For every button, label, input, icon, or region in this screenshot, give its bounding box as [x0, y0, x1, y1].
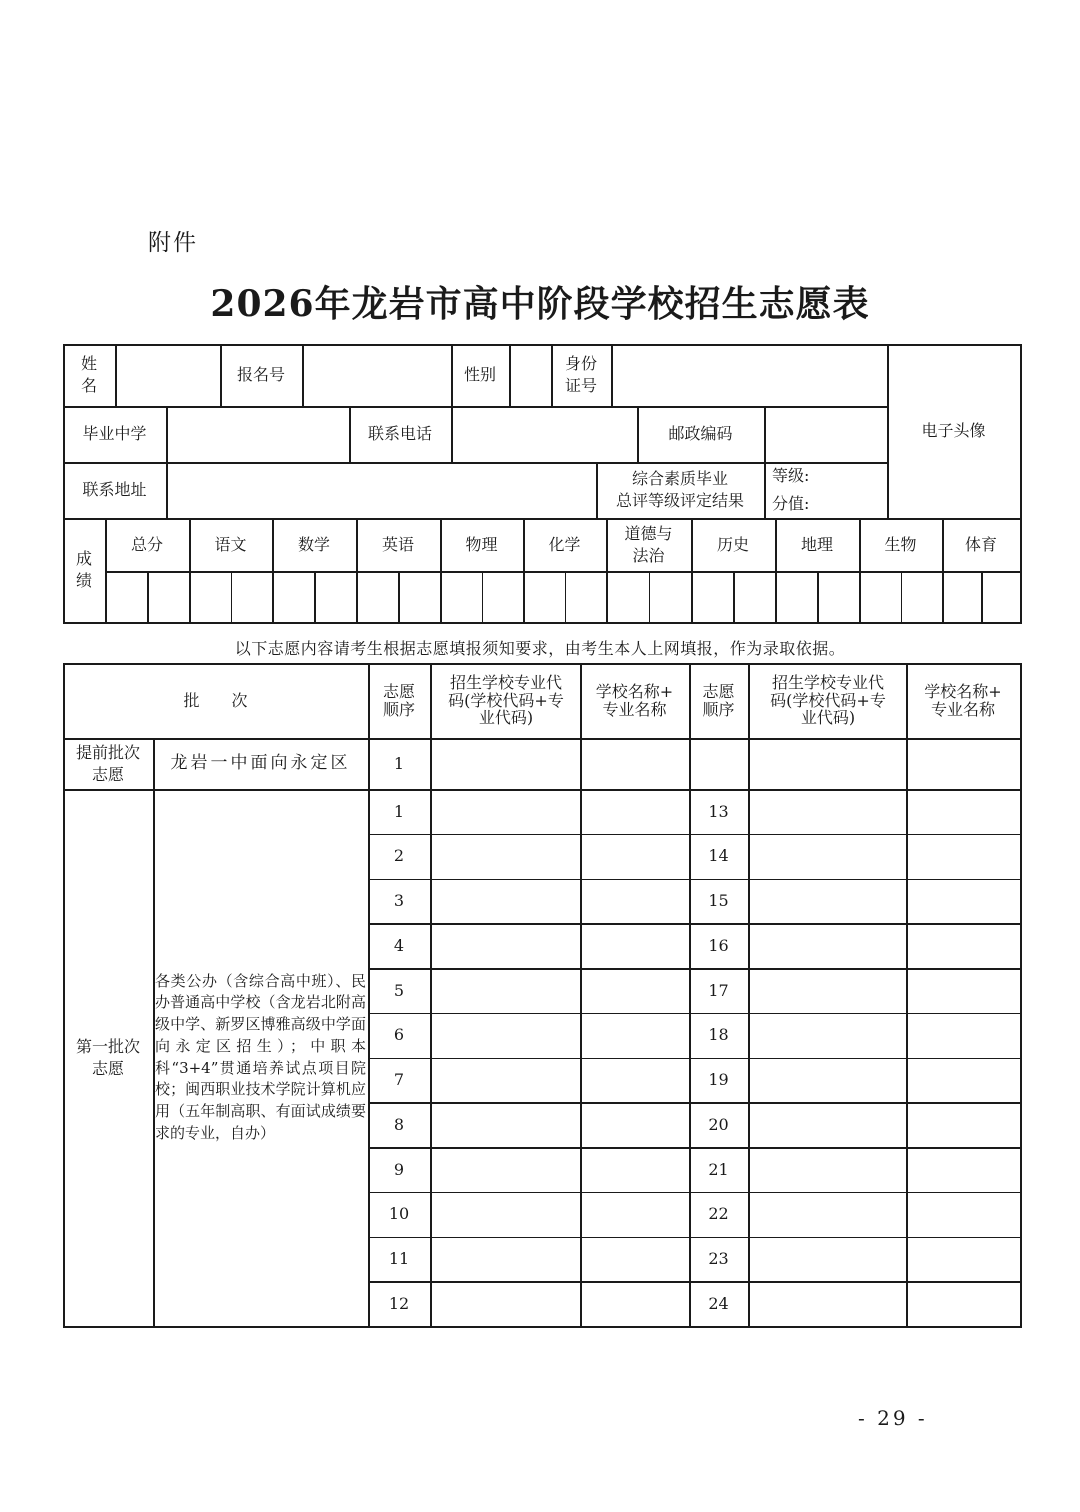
subject-label: 体育: [964, 534, 997, 554]
wish-input-cell[interactable]: [691, 740, 747, 788]
table-rule: [764, 462, 766, 520]
name-header: 学校名称+ 专业名称: [924, 681, 1002, 719]
wish-input-cell[interactable]: [750, 740, 905, 788]
wish-input-cell[interactable]: [750, 1239, 905, 1281]
score-digit-cell[interactable]: [274, 573, 313, 621]
wish-input-cell[interactable]: [432, 836, 579, 878]
score-digit-cell[interactable]: [358, 573, 397, 621]
wish-order-number: 24: [708, 1293, 729, 1313]
batch-header: 批 次: [183, 690, 248, 710]
wish-input-cell[interactable]: [750, 881, 905, 923]
wish-order-number: 2: [393, 846, 405, 866]
score-digit-cell[interactable]: [233, 573, 272, 621]
address-field[interactable]: [168, 464, 595, 517]
order-header: 志愿 顺序: [702, 681, 735, 719]
wish-input-cell[interactable]: [908, 1283, 1019, 1325]
wish-input-cell[interactable]: [908, 740, 1019, 788]
wish-input-cell[interactable]: [432, 740, 579, 788]
quality-label: 综合素质毕业 总评等级评定结果: [615, 469, 744, 510]
wish-input-cell[interactable]: [908, 970, 1019, 1012]
subject-label: 语文: [214, 534, 247, 554]
subject-label: 总分: [130, 534, 163, 554]
score-digit-cell[interactable]: [735, 573, 774, 621]
score-digit-cell[interactable]: [777, 573, 816, 621]
wish-input-cell[interactable]: [432, 1015, 579, 1057]
wish-order-number: 21: [708, 1159, 729, 1179]
postcode-label: 邮政编码: [668, 424, 733, 444]
score-row-label: 成 绩: [75, 549, 92, 590]
wish-order-number: 3: [393, 891, 405, 911]
wish-input-cell[interactable]: [432, 1239, 579, 1281]
score-value-label: 分值:: [772, 494, 810, 514]
table-rule: [1020, 344, 1022, 624]
code-header: 招生学校专业代 码(学校代码+专 业代码): [770, 673, 886, 728]
wish-order-number: 19: [708, 1070, 729, 1090]
score-digit-cell[interactable]: [316, 573, 355, 621]
subject-label: 物理: [465, 534, 498, 554]
subject-label: 化学: [548, 534, 581, 554]
subject-label: 历史: [716, 534, 749, 554]
wish-input-cell[interactable]: [750, 1015, 905, 1057]
name-field[interactable]: [117, 346, 219, 405]
wish-input-cell[interactable]: [908, 881, 1019, 923]
wish-input-cell[interactable]: [750, 1149, 905, 1191]
score-digit-cell[interactable]: [861, 573, 900, 621]
wish-input-cell[interactable]: [582, 881, 688, 923]
wish-input-cell[interactable]: [432, 1149, 579, 1191]
wish-input-cell[interactable]: [582, 836, 688, 878]
wish-input-cell[interactable]: [750, 791, 905, 833]
table-rule: [63, 622, 1022, 624]
score-digit-cell[interactable]: [819, 573, 858, 621]
wish-order-number: 1: [393, 801, 405, 821]
score-digit-cell[interactable]: [651, 573, 691, 621]
attachment-label: 附件: [148, 230, 198, 256]
wish-order-number: 23: [708, 1249, 729, 1269]
wish-input-cell[interactable]: [582, 925, 688, 967]
score-digit-cell[interactable]: [191, 573, 230, 621]
id-label: 身份 证号: [564, 354, 597, 395]
gender-label: 性别: [463, 365, 496, 385]
school-label: 毕业中学: [82, 424, 147, 444]
wish-input-cell[interactable]: [582, 1060, 688, 1102]
table-rule: [1020, 663, 1022, 1328]
wish-input-cell[interactable]: [582, 1104, 688, 1146]
table-rule: [63, 1326, 1022, 1328]
postcode-field[interactable]: [766, 408, 886, 461]
subject-label: 道德与 法治: [624, 523, 673, 565]
wish-input-cell[interactable]: [750, 1104, 905, 1146]
wish-order-number: 6: [393, 1025, 405, 1045]
wish-input-cell[interactable]: [908, 1239, 1019, 1281]
grade-label: 等级:: [772, 466, 810, 486]
score-digit-cell[interactable]: [107, 573, 146, 621]
wish-input-cell[interactable]: [908, 791, 1019, 833]
wish-input-cell[interactable]: [908, 1060, 1019, 1102]
score-digit-cell[interactable]: [484, 573, 523, 621]
photo-label: 电子头像: [921, 421, 986, 441]
code-header: 招生学校专业代 码(学校代码+专 业代码): [448, 673, 564, 728]
wish-input-cell[interactable]: [432, 970, 579, 1012]
wish-input-cell[interactable]: [582, 970, 688, 1012]
first-batch-label: 第一批次 志愿: [75, 1036, 140, 1078]
score-digit-cell[interactable]: [567, 573, 606, 621]
subject-label: 生物: [884, 534, 917, 554]
wish-order-number: 5: [393, 980, 405, 1000]
gender-field[interactable]: [511, 346, 550, 405]
name-header: 学校名称+ 专业名称: [595, 681, 674, 719]
wish-order-number: 22: [708, 1204, 729, 1224]
wish-order-number: 7: [393, 1070, 405, 1090]
wish-input-cell[interactable]: [582, 1149, 688, 1191]
early-order: 1: [393, 753, 405, 773]
reg-no-label: 报名号: [236, 365, 285, 385]
wish-input-cell[interactable]: [582, 1194, 688, 1236]
score-digit-cell[interactable]: [525, 573, 564, 621]
wish-input-cell[interactable]: [582, 1239, 688, 1281]
wish-order-number: 17: [708, 980, 729, 1000]
wish-order-number: 13: [708, 801, 729, 821]
wish-input-cell[interactable]: [582, 1283, 688, 1325]
wish-input-cell[interactable]: [908, 836, 1019, 878]
wish-order-number: 9: [393, 1159, 405, 1179]
wish-input-cell[interactable]: [432, 881, 579, 923]
wish-order-number: 15: [708, 891, 729, 911]
subject-label: 数学: [297, 534, 330, 554]
score-digit-cell[interactable]: [903, 573, 942, 621]
score-digit-cell[interactable]: [944, 573, 980, 621]
wish-order-number: 8: [393, 1114, 405, 1134]
wish-order-number: 11: [388, 1249, 410, 1269]
wish-input-cell[interactable]: [908, 1194, 1019, 1236]
school-field[interactable]: [168, 408, 348, 461]
id-field[interactable]: [613, 346, 886, 405]
wish-input-cell[interactable]: [908, 925, 1019, 967]
name-label: 姓 名: [80, 354, 97, 395]
subject-label: 英语: [381, 534, 414, 554]
wish-input-cell[interactable]: [582, 740, 688, 788]
wish-input-cell[interactable]: [432, 1283, 579, 1325]
wish-order-number: 4: [393, 935, 405, 955]
phone-field[interactable]: [453, 408, 636, 461]
wish-input-cell[interactable]: [582, 1015, 688, 1057]
wish-order-number: 10: [388, 1204, 410, 1224]
order-header: 志愿 顺序: [382, 681, 415, 719]
wish-order-number: 12: [388, 1293, 410, 1313]
first-batch-desc: 各类公办（含综合高中班）、民办普通高中学校（含龙岩北附高级中学、新罗区博雅高级中学面向永定区招生）；中职本科“3+4”贯通培养试点项目院校；闽西职业技术学院计算机应用（五年制高职、有面试成绩要求的专业，自办）: [155, 971, 366, 1142]
wish-input-cell[interactable]: [908, 1104, 1019, 1146]
wish-input-cell[interactable]: [432, 1194, 579, 1236]
score-digit-cell[interactable]: [149, 573, 188, 621]
wish-input-cell[interactable]: [582, 791, 688, 833]
early-batch-label: 提前批次 志愿: [75, 742, 140, 784]
wish-order-number: 16: [708, 935, 729, 955]
wish-input-cell[interactable]: [750, 836, 905, 878]
page-number: - 29 -: [858, 1406, 928, 1430]
wish-order-number: 20: [708, 1114, 729, 1134]
wish-input-cell[interactable]: [750, 1194, 905, 1236]
score-digit-cell[interactable]: [400, 573, 439, 621]
subject-label: 地理: [800, 534, 833, 554]
page-title: 2026年龙岩市高中阶段学校招生志愿表: [210, 283, 870, 325]
wish-input-cell[interactable]: [908, 1015, 1019, 1057]
wish-input-cell[interactable]: [750, 925, 905, 967]
wish-input-cell[interactable]: [432, 925, 579, 967]
wish-input-cell[interactable]: [750, 1060, 905, 1102]
wish-input-cell[interactable]: [432, 1060, 579, 1102]
phone-label: 联系电话: [367, 424, 432, 444]
reg-no-field[interactable]: [304, 346, 450, 405]
wish-input-cell[interactable]: [750, 970, 905, 1012]
wish-order-number: 14: [708, 846, 729, 866]
score-digit-cell[interactable]: [608, 573, 648, 621]
instruction-note: 以下志愿内容请考生根据志愿填报须知要求，由考生本人上网填报，作为录取依据。: [234, 639, 846, 658]
score-digit-cell[interactable]: [442, 573, 481, 621]
early-batch-desc: 龙岩一中面向永定区: [170, 753, 351, 774]
score-digit-cell[interactable]: [693, 573, 732, 621]
wish-input-cell[interactable]: [432, 791, 579, 833]
wish-input-cell[interactable]: [750, 1283, 905, 1325]
score-digit-cell[interactable]: [983, 573, 1019, 621]
wish-input-cell[interactable]: [908, 1149, 1019, 1191]
address-label: 联系地址: [82, 480, 147, 500]
wish-input-cell[interactable]: [432, 1104, 579, 1146]
wish-order-number: 18: [708, 1025, 729, 1045]
